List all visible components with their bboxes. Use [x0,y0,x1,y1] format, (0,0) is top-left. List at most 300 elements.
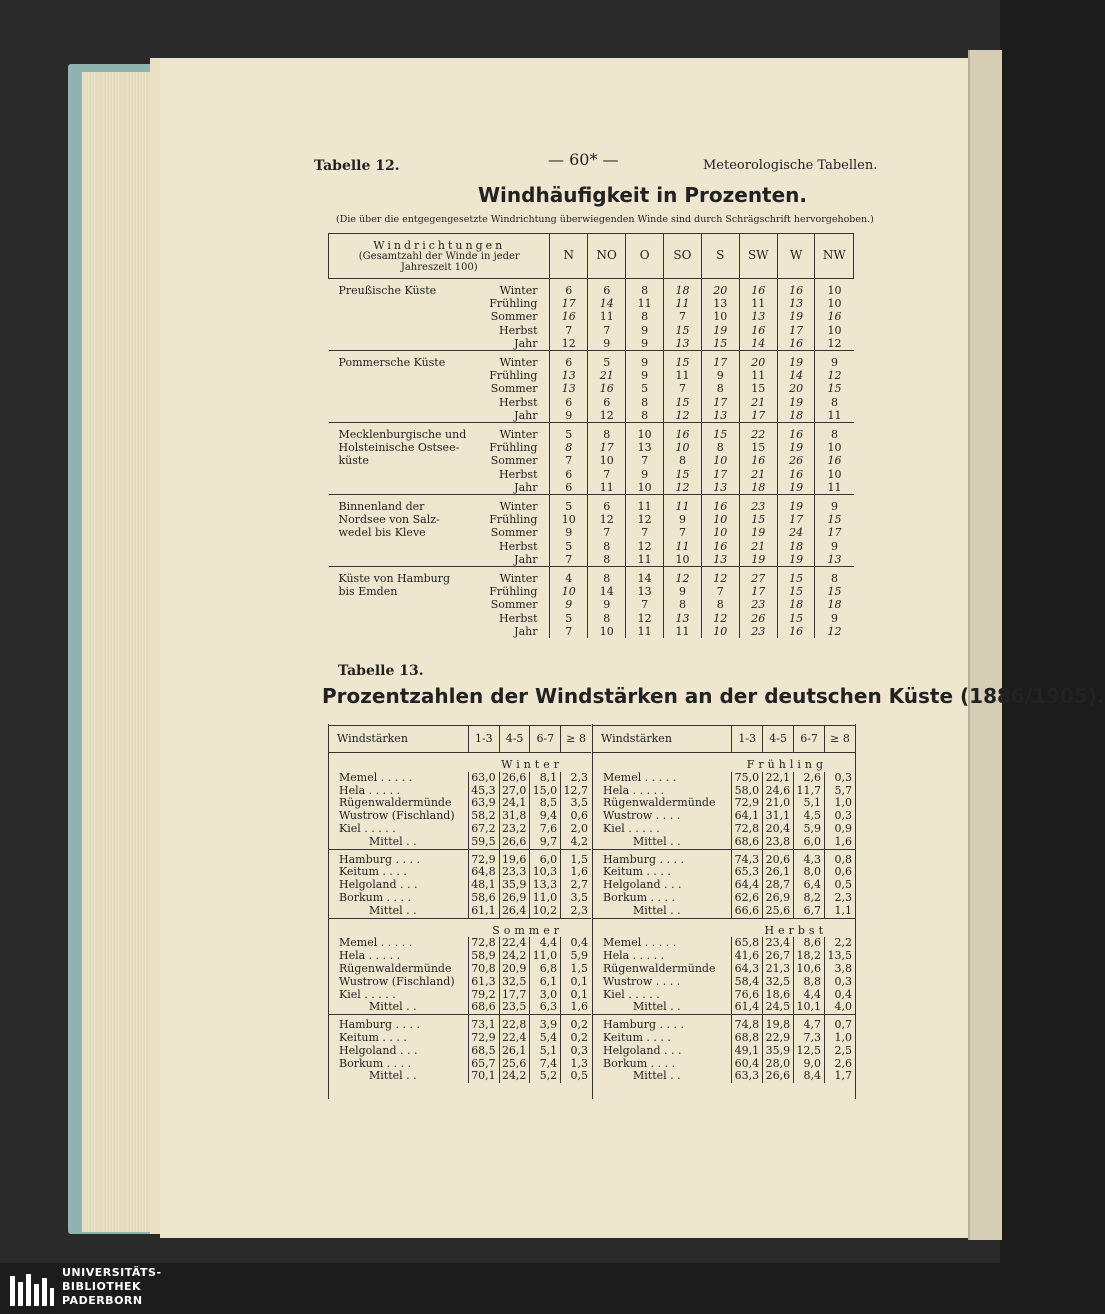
frequency-cell: 15 [663,351,701,370]
percent-cell: 3,0 [530,989,561,1002]
frequency-cell: 19 [777,553,815,567]
frequency-cell: 6 [550,481,588,495]
season-label: Sommer [468,382,550,395]
frequency-cell: 11 [663,495,701,514]
frequency-cell: 7 [588,468,626,481]
percent-cell: 23,3 [499,866,530,879]
frequency-cell: 12 [815,625,854,638]
page-number: — 60* — [548,150,619,169]
station-name: Keitum . . . . [603,1030,671,1044]
frequency-cell: 27 [739,567,777,586]
station-name: Mittel . . [633,1069,681,1083]
percent-cell: 23,2 [499,823,530,836]
station-name: Mittel . . [633,1000,681,1014]
percent-cell: 68,8 [732,1032,763,1045]
frequency-cell: 10 [626,481,664,495]
table-row [593,1015,855,1032]
frequency-cell: 8 [815,423,854,442]
table-row [329,351,854,370]
frequency-cell: 10 [588,454,626,467]
station-name: Helgoland . . . [339,878,418,892]
direction-header: N [550,234,588,279]
percent-cell: 20,4 [763,823,794,836]
frequency-cell: 7 [626,454,664,467]
table12-note: (Die über die entgegengesetzte Windrichtung überwiegenden Winde sind durch Schrägschrift hervorgehoben.) [336,214,874,225]
percent-cell: 0,3 [825,976,855,989]
frequency-cell: 16 [701,495,739,514]
percent-cell: 64,1 [732,810,763,823]
frequency-cell: 12 [663,567,701,586]
percent-cell: 18,2 [794,950,825,963]
percent-cell: 0,3 [825,810,855,823]
frequency-cell: 11 [626,495,664,514]
percent-cell: 65,7 [468,1058,499,1071]
percent-cell: 20,9 [499,963,530,976]
station-name: Keitum . . . . [339,1030,407,1044]
percent-cell: 8,0 [794,866,825,879]
percent-cell: 26,1 [763,866,794,879]
percent-cell: 0,4 [825,989,855,1002]
percent-cell: 32,5 [763,976,794,989]
percent-cell: 28,7 [763,879,794,892]
frequency-cell: 7 [588,526,626,539]
frequency-cell: 4 [550,567,588,586]
percent-cell: 28,0 [763,1058,794,1071]
frequency-cell: 15 [777,612,815,625]
frequency-cell: 7 [550,454,588,467]
frequency-cell: 8 [815,396,854,409]
station-name: Keitum . . . . [339,865,407,879]
percent-cell: 15,0 [530,785,561,798]
percent-cell: 48,1 [468,879,499,892]
frequency-cell: 8 [701,382,739,395]
percent-cell: 0,6 [561,810,591,823]
percent-cell: 12,5 [794,1045,825,1058]
table-row [329,772,591,785]
frequency-cell: 6 [550,351,588,370]
percent-cell: 24,1 [499,797,530,810]
frequency-cell: 5 [550,612,588,625]
percent-cell: 3,8 [825,963,855,976]
frequency-cell: 12 [588,513,626,526]
percent-cell: 61,4 [732,1001,763,1014]
frequency-cell: 10 [550,513,588,526]
percent-cell: 7,6 [530,823,561,836]
frequency-cell: 15 [701,423,739,442]
frequency-cell: 5 [550,495,588,514]
frequency-cell: 19 [777,310,815,323]
table-row [329,836,591,849]
frequency-cell: 10 [815,324,854,337]
frequency-cell: 18 [777,598,815,611]
frequency-cell: 6 [588,279,626,298]
frequency-cell: 26 [777,454,815,467]
frequency-cell: 13 [701,553,739,567]
station-name: Helgoland . . . [603,878,682,892]
table-row [329,1045,591,1058]
table-row [329,892,591,905]
percent-cell: 4,2 [561,836,591,849]
table-row [593,905,855,918]
station-name: Hela . . . . . [603,783,665,797]
frequency-cell: 10 [815,279,854,298]
percent-cell: 72,9 [468,1032,499,1045]
frequency-cell: 23 [739,625,777,638]
percent-cell: 58,9 [468,950,499,963]
frequency-cell: 12 [550,337,588,351]
table13-label: Tabelle 13. [338,663,424,679]
percent-cell: 20,6 [763,849,794,866]
frequency-cell: 7 [550,625,588,638]
frequency-cell: 15 [815,585,854,598]
table-row [593,849,855,866]
season-label: Winter [468,567,550,586]
frequency-cell: 23 [739,598,777,611]
station-name: Borkum . . . . [339,890,412,904]
percent-cell: 35,9 [763,1045,794,1058]
frequency-cell: 11 [815,409,854,423]
frequency-cell: 16 [815,454,854,467]
percent-cell: 22,4 [499,937,530,950]
percent-cell: 0,2 [561,1015,591,1032]
season-label: Herbst [468,612,550,625]
frequency-cell: 9 [701,369,739,382]
frequency-cell: 15 [739,441,777,454]
percent-cell: 6,0 [530,849,561,866]
frequency-cell: 16 [777,279,815,298]
percent-cell: 63,0 [468,772,499,785]
frequency-cell: 14 [588,297,626,310]
frequency-cell: 21 [739,468,777,481]
frequency-cell: 17 [739,585,777,598]
frequency-cell: 16 [588,382,626,395]
frequency-cell: 7 [663,382,701,395]
table-row [329,963,591,976]
station-name: Hamburg . . . . [329,1015,468,1032]
percent-cell: 68,6 [468,1001,499,1014]
station-name: Keitum . . . . [603,865,671,879]
percent-cell: 0,7 [825,1015,855,1032]
percent-cell: 2,6 [825,1058,855,1071]
percent-cell: 2,6 [794,772,825,785]
percent-cell: 21,3 [763,963,794,976]
station-name: Rügenwaldermünde [603,961,716,975]
station-name: Mittel . . [633,834,681,848]
percent-cell: 68,5 [468,1045,499,1058]
percent-cell: 8,6 [794,937,825,950]
percent-cell: 13,5 [825,950,855,963]
frequency-cell: 10 [701,625,739,638]
frequency-cell: 8 [626,409,664,423]
frequency-cell: 17 [588,441,626,454]
percent-cell: 21,0 [763,797,794,810]
percent-cell: 4,5 [794,810,825,823]
frequency-cell: 17 [739,409,777,423]
force-header: 1-3 [468,726,499,753]
percent-cell: 1,5 [561,849,591,866]
percent-cell: 6,3 [530,1001,561,1014]
station-name: Hamburg . . . . [593,849,732,866]
header-left: Tabelle 12. [314,158,400,174]
table-row [593,1032,855,1045]
percent-cell: 8,8 [794,976,825,989]
frequency-cell: 20 [739,351,777,370]
percent-cell: 7,4 [530,1058,561,1071]
percent-cell: 62,6 [732,892,763,905]
library-name-3: PADERBORN [62,1294,143,1307]
frequency-cell: 20 [701,279,739,298]
season-label: Frühling [468,297,550,310]
frequency-cell: 12 [663,409,701,423]
percent-cell: 12,7 [561,785,591,798]
percent-cell: 25,6 [763,905,794,918]
table12-corner-header [329,234,550,279]
percent-cell: 0,1 [561,976,591,989]
percent-cell: 6,0 [794,836,825,849]
frequency-cell: 8 [626,396,664,409]
frequency-cell: 11 [663,540,701,553]
season-label: Sommer [468,598,550,611]
percent-cell: 5,9 [561,950,591,963]
season-label: Winter [468,423,550,442]
region-name: Binnenland der Nordsee von Salz-wedel bis Kleve [329,495,468,567]
percent-cell: 70,1 [468,1070,499,1083]
frequency-cell: 10 [701,310,739,323]
season-label: Herbst [468,324,550,337]
frequency-cell: 5 [550,423,588,442]
table-row [329,1070,591,1083]
frequency-cell: 9 [815,495,854,514]
frequency-cell: 19 [777,481,815,495]
frequency-cell: 9 [626,324,664,337]
right-page-edge [968,50,1002,1240]
percent-cell: 1,0 [825,797,855,810]
table-row [329,423,854,442]
frequency-cell: 9 [815,351,854,370]
percent-cell: 0,5 [825,879,855,892]
table-row [329,1032,591,1045]
frequency-cell: 6 [550,468,588,481]
percent-cell: 26,1 [499,1045,530,1058]
station-name: Rügenwaldermünde [339,961,452,975]
frequency-cell: 17 [701,468,739,481]
frequency-cell: 20 [777,382,815,395]
station-name: Rügenwaldermünde [603,796,716,810]
percent-cell: 26,7 [763,950,794,963]
frequency-cell: 8 [815,567,854,586]
percent-cell: 8,1 [530,772,561,785]
frequency-cell: 17 [777,513,815,526]
station-name: Hela . . . . . [339,949,401,963]
station-name: Mittel . . [369,834,417,848]
frequency-cell: 11 [739,369,777,382]
table-row [593,892,855,905]
percent-cell: 0,5 [561,1070,591,1083]
frequency-cell: 12 [626,513,664,526]
region-name: Mecklenburgische und Holsteinische Ostsee-küste [329,423,468,495]
percent-cell: 1,6 [561,866,591,879]
percent-cell: 58,0 [732,785,763,798]
windstaerken-header: Windstärken [329,726,468,753]
frequency-cell: 10 [815,297,854,310]
frequency-cell: 5 [550,540,588,553]
direction-header: W [777,234,815,279]
frequency-cell: 12 [663,481,701,495]
season-heading: Frühling [746,758,827,771]
frequency-cell: 8 [663,598,701,611]
table-row [593,976,855,989]
region-name: Pommersche Küste [329,351,468,423]
frequency-cell: 13 [550,369,588,382]
frequency-cell: 7 [550,553,588,567]
frequency-cell: 14 [777,369,815,382]
percent-cell: 2,7 [561,879,591,892]
frequency-cell: 12 [588,409,626,423]
percent-cell: 26,4 [499,905,530,918]
percent-cell: 6,1 [530,976,561,989]
percent-cell: 1,1 [825,905,855,918]
frequency-cell: 9 [663,585,701,598]
frequency-cell: 19 [739,553,777,567]
percent-cell: 11,0 [530,950,561,963]
frequency-cell: 22 [739,423,777,442]
percent-cell: 72,9 [732,797,763,810]
region-name: Preußische Küste [338,284,437,297]
frequency-cell: 11 [626,297,664,310]
frequency-cell: 14 [739,337,777,351]
frequency-cell: 21 [739,396,777,409]
percent-cell: 0,3 [561,1045,591,1058]
percent-cell: 11,7 [794,785,825,798]
percent-cell: 23,5 [499,1001,530,1014]
season-label: Sommer [468,454,550,467]
table-row [593,772,855,785]
frequency-cell: 8 [588,540,626,553]
frequency-cell: 18 [663,279,701,298]
percent-cell: 5,9 [794,823,825,836]
percent-cell: 1,6 [561,1001,591,1014]
percent-cell: 41,6 [732,950,763,963]
frequency-cell: 12 [701,612,739,625]
percent-cell: 3,5 [561,892,591,905]
percent-cell: 24,5 [763,1001,794,1014]
frequency-cell: 15 [777,585,815,598]
table13-right [593,725,855,1083]
season-label: Winter [468,279,550,298]
percent-cell: 10,6 [794,963,825,976]
season-label: Frühling [468,369,550,382]
percent-cell: 5,1 [530,1045,561,1058]
frequency-cell: 9 [626,468,664,481]
frequency-cell: 11 [663,297,701,310]
frequency-cell: 10 [663,441,701,454]
season-label: Jahr [468,553,550,567]
frequency-cell: 18 [777,409,815,423]
frequency-cell: 15 [663,396,701,409]
frequency-cell: 23 [739,495,777,514]
station-name: Kiel . . . . . [339,821,396,835]
frequency-cell: 7 [626,598,664,611]
frequency-cell: 16 [739,324,777,337]
frequency-cell: 12 [701,567,739,586]
frequency-cell: 13 [701,481,739,495]
frequency-cell: 8 [550,441,588,454]
frequency-cell: 16 [777,337,815,351]
percent-cell: 79,2 [468,989,499,1002]
frequency-cell: 7 [626,526,664,539]
frequency-cell: 11 [626,553,664,567]
season-label: Sommer [468,310,550,323]
frequency-cell: 26 [739,612,777,625]
station-name: Kiel . . . . . [603,987,660,1001]
frequency-cell: 17 [777,324,815,337]
percent-cell: 0,1 [561,989,591,1002]
percent-cell: 74,3 [732,849,763,866]
station-name: Memel . . . . . [339,936,413,950]
percent-cell: 3,9 [530,1015,561,1032]
frequency-cell: 13 [663,337,701,351]
percent-cell: 4,0 [825,1001,855,1014]
percent-cell: 75,0 [732,772,763,785]
percent-cell: 4,4 [794,989,825,1002]
percent-cell: 26,6 [499,836,530,849]
frequency-cell: 9 [626,337,664,351]
station-name: Mittel . . [369,1000,417,1014]
table-row [329,976,591,989]
frequency-cell: 9 [815,612,854,625]
station-name: Wustrow . . . . [603,974,681,988]
library-name-2: BIBLIOTHEK [62,1280,142,1293]
station-name: Hamburg . . . . [329,849,468,866]
percent-cell: 76,6 [732,989,763,1002]
percent-cell: 64,4 [732,879,763,892]
frequency-cell: 11 [663,369,701,382]
frequency-cell: 16 [777,423,815,442]
frequency-cell: 6 [550,279,588,298]
season-label: Herbst [468,540,550,553]
frequency-cell: 18 [815,598,854,611]
percent-cell: 67,2 [468,823,499,836]
percent-cell: 26,9 [763,892,794,905]
frequency-cell: 13 [739,310,777,323]
percent-cell: 70,8 [468,963,499,976]
percent-cell: 24,2 [499,950,530,963]
frequency-cell: 6 [588,495,626,514]
season-label: Sommer [468,526,550,539]
frequency-cell: 19 [739,526,777,539]
percent-cell: 35,9 [499,879,530,892]
percent-cell: 72,9 [468,849,499,866]
frequency-cell: 15 [777,567,815,586]
station-name: Borkum . . . . [603,1056,676,1070]
percent-cell: 9,4 [530,810,561,823]
frequency-cell: 16 [739,279,777,298]
frequency-cell: 19 [777,441,815,454]
percent-cell: 0,2 [561,1032,591,1045]
frequency-cell: 8 [663,454,701,467]
table-row [329,279,854,298]
percent-cell: 11,0 [530,892,561,905]
percent-cell: 1,0 [825,1032,855,1045]
force-header: ≥ 8 [825,726,855,753]
percent-cell: 59,5 [468,836,499,849]
percent-cell: 2,3 [561,905,591,918]
percent-cell: 4,4 [530,937,561,950]
frequency-cell: 17 [701,351,739,370]
percent-cell: 45,3 [468,785,499,798]
direction-header: NO [588,234,626,279]
season-label: Jahr [468,337,550,351]
